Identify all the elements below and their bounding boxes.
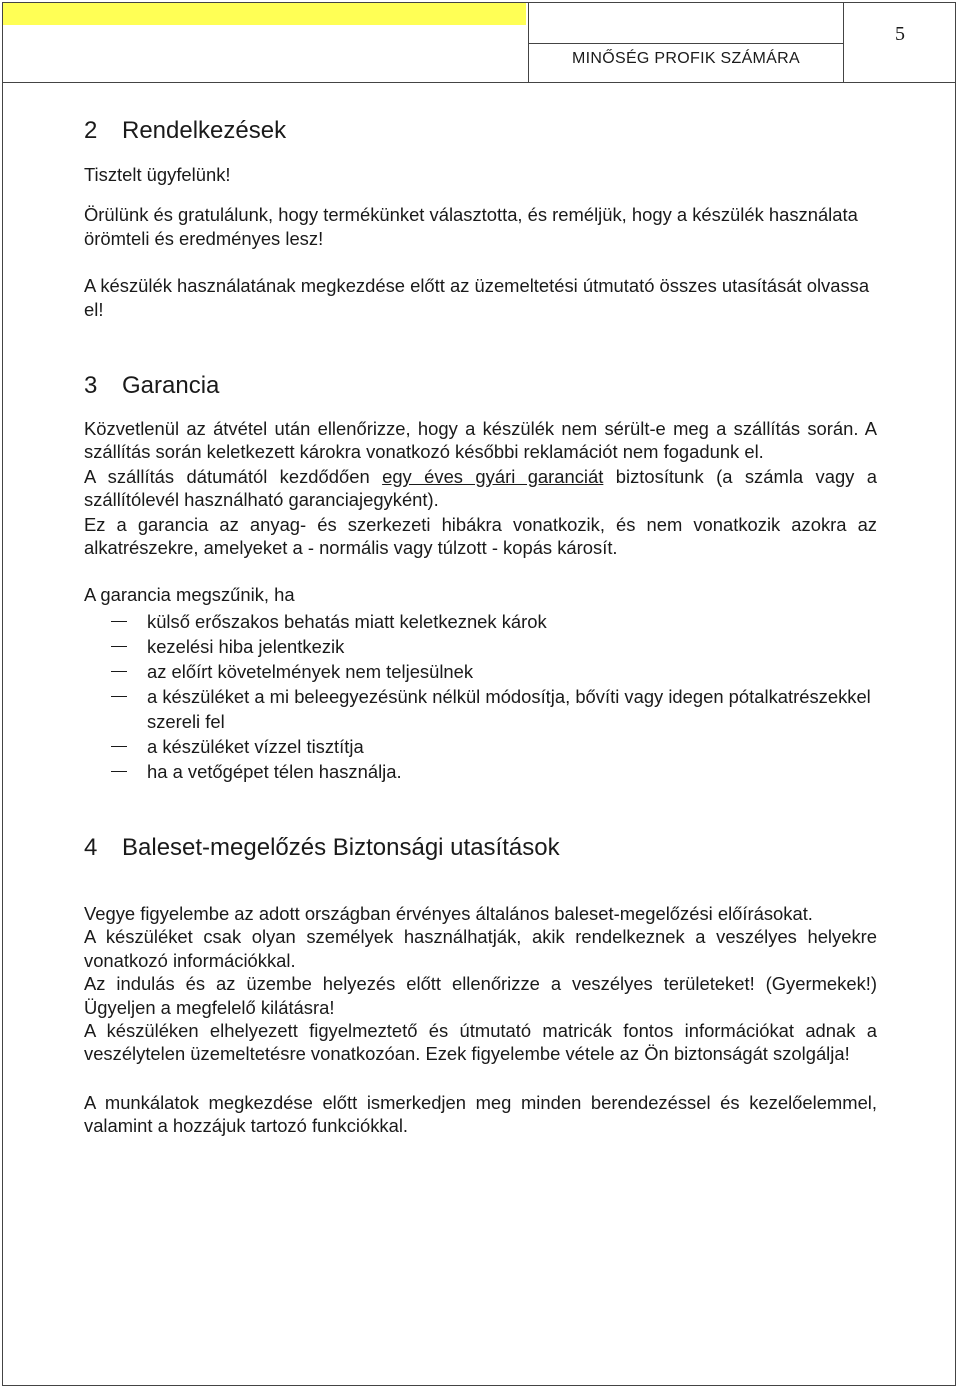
greeting: Tisztelt ügyfelünk! (84, 164, 231, 185)
regulations-paragraph: Vegye figyelembe az adott országban érvényes általános baleset-megelőzési előírásokat. (84, 902, 813, 924)
section-4-number: 4 (84, 833, 98, 861)
warning-stickers-paragraph: A készüléken elhelyezett figyelmeztető és útmutató matricák fontos információkat adnak a veszélytelen üzemeltetésre vonatkozóan. Ezek figyelembe vétele az Ön biztonságát szolgálja! (84, 1019, 877, 1065)
list-item-text: külső erőszakos behatás miatt keletkeznek károk (147, 610, 547, 632)
section-4-heading (84, 832, 877, 864)
list-item-text: a készüléket vízzel tisztítja (147, 735, 364, 757)
dash-bullet (111, 621, 127, 622)
header-divider (528, 43, 844, 44)
list-item (84, 734, 877, 759)
dash-bullet (111, 671, 127, 672)
warranty-period-paragraph (84, 465, 877, 512)
list-item (84, 634, 877, 659)
list-item-text: ha a vetőgépet télen használja. (147, 760, 402, 782)
warranty-text-start: A szállítás dátumától kezdődően (84, 465, 383, 487)
header-bottom-rule (3, 82, 955, 83)
dash-bullet (111, 771, 127, 772)
section-2-heading (84, 115, 877, 147)
warranty-void-intro: A garancia megszűnik, ha (84, 584, 295, 606)
list-item (84, 659, 877, 684)
list-item-text: kezelési hiba jelentkezik (147, 635, 345, 657)
warranty-void-conditions (84, 609, 877, 784)
inspection-paragraph: Közvetlenül az átvétel után ellenőrizze, hogy a készülék nem sérült-e meg a szállítás során. A szállítás során keletkezett károkra vonatkozó későbbi reklamációt nem fogadunk el. (84, 418, 877, 463)
list-item-text: a készüléket a mi beleegyezésünk nélkül módosítja, bővíti vagy idegen pótalkatrészekkel szereli fel (147, 685, 871, 732)
section-3-number: 3 (84, 372, 98, 400)
warranty-text-end: biztosítunk (a számla vagy a szállítólevél használható garanciajegyként). (84, 465, 878, 511)
list-item (84, 609, 877, 634)
authorized-persons-paragraph: A készüléket csak olyan személyek használhatják, akik rendelkeznek a veszélyes helyekre vonatkozó információkkal. (84, 926, 877, 971)
dash-bullet (111, 696, 127, 697)
warranty-highlight: egy éves gyári garanciát (382, 465, 604, 487)
running-title: MINŐSÉG PROFIK SZÁMÁRA (572, 50, 800, 67)
page-number: 5 (895, 23, 905, 45)
list-item (84, 759, 877, 784)
section-3-heading (84, 370, 877, 402)
welcome-paragraph: Örülünk és gratulálunk, hogy termékünket választotta, és reméljük, hogy a készülék használata örömteli és eredményes lesz! (84, 204, 858, 249)
section-4-title: Baleset-megelőzés Biztonsági utasítások (122, 833, 560, 861)
list-item (84, 684, 877, 734)
dash-bullet (111, 746, 127, 747)
page-content (84, 115, 877, 1138)
list-item-text: az előírt követelmények nem teljesülnek (147, 660, 474, 682)
section-2-title: Rendelkezések (122, 117, 287, 144)
familiarize-paragraph: A munkálatok megkezdése előtt ismerkedjen meg minden berendezéssel és kezelőelemmel, valamint a hozzájuk tartozó funkciókkal. (84, 1091, 877, 1137)
warranty-scope-paragraph: Ez a garancia az anyag- és szerkezeti hibákra vonatkozik, és nem vonatkozik azokra az alkatrészekre, amelyeket a - normális vagy túlzott - kopás károsít. (84, 513, 877, 559)
header-color-band (3, 3, 526, 25)
read-instructions-paragraph: A készülék használatának megkezdése előtt az üzemeltetési útmutató összes utasítását olvassa el! (84, 275, 870, 320)
section-3-title: Garancia (122, 372, 220, 400)
dash-bullet (111, 646, 127, 647)
danger-zone-paragraph: Az indulás és az üzembe helyezés előtt ellenőrizze a veszélyes területeket! (Gyermekek!) Ügyeljen a megfelelő kilátásra! (84, 973, 877, 1018)
section-2-number: 2 (84, 117, 98, 144)
